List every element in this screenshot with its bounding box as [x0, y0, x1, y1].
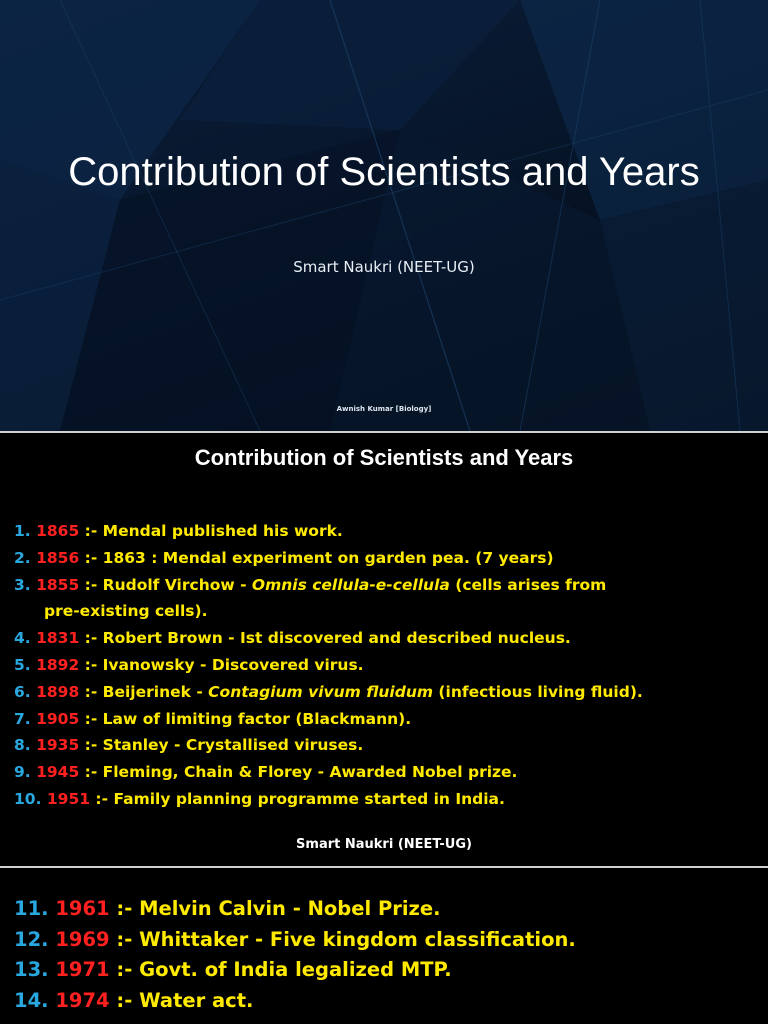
list-item [14, 518, 759, 545]
item-text: :- Stanley - Crystallised viruses. [79, 736, 364, 755]
item-text: :- Govt. of India legalized MTP. [109, 958, 452, 982]
item-text: :- Water act. [109, 989, 254, 1013]
item-number: 14. [14, 989, 49, 1013]
item-year: 1865 [36, 522, 80, 540]
item-number: 8. [14, 736, 31, 755]
item-number: 6. [14, 682, 31, 701]
events-list [14, 894, 576, 1017]
list-item [14, 706, 759, 733]
item-continuation: pre-existing cells). [44, 602, 208, 621]
title-slide [0, 0, 768, 431]
item-year: 1951 [46, 789, 91, 808]
item-number: 12. [14, 927, 49, 951]
events-list [14, 518, 759, 813]
item-year: 1892 [36, 655, 80, 674]
list-item [14, 545, 759, 572]
background-polygons [0, 0, 768, 431]
item-text: :- Melvin Calvin - Nobel Prize. [109, 897, 441, 920]
item-year: 1855 [36, 575, 80, 594]
item-text: :- Fleming, Chain & Florey - Awarded Nobel prize. [79, 763, 518, 782]
slide-heading: Contribution of Scientists and Years [194, 445, 574, 470]
item-year: 1905 [36, 709, 80, 728]
list-item [14, 679, 759, 706]
list-item [14, 572, 759, 626]
item-number: 9. [14, 763, 31, 782]
list-item [14, 652, 759, 679]
content-slide-1 [0, 433, 768, 866]
item-italic-term: Omnis cellula-e-cellula [251, 575, 450, 594]
item-year: 1945 [36, 763, 80, 782]
slide-title: Contribution of Scientists and Years [68, 150, 700, 194]
item-number: 3. [14, 575, 31, 594]
list-item [14, 759, 759, 786]
item-number: 2. [14, 548, 31, 567]
list-item [14, 894, 576, 925]
item-year: 1935 [36, 736, 80, 755]
item-text: :- Rudolf Virchow - [79, 575, 252, 594]
item-text: :- Whittaker - Five kingdom classification. [109, 927, 576, 951]
item-year: 1898 [36, 682, 80, 701]
item-number: 13. [14, 958, 49, 982]
item-year: 1971 [55, 958, 110, 982]
item-text: :- Robert Brown - Ist discovered and described nucleus. [79, 629, 571, 648]
item-text: :- Law of limiting factor (Blackmann). [79, 709, 412, 728]
list-item [14, 955, 576, 986]
item-number: 10. [14, 789, 42, 808]
item-year: 1961 [55, 897, 110, 920]
slide-footer: Smart Naukri (NEET-UG) [296, 837, 472, 852]
list-item [14, 732, 759, 759]
item-text: :- Family planning programme started in India. [90, 789, 505, 808]
item-text: :- Ivanowsky - Discovered virus. [79, 655, 364, 674]
item-year: 1856 [36, 548, 80, 567]
slide-subtitle: Smart Naukri (NEET-UG) [293, 258, 475, 276]
item-year: 1831 [36, 629, 80, 648]
content-slide-2 [0, 868, 768, 1024]
item-number: 1. [14, 522, 31, 540]
item-number: 11. [14, 897, 49, 920]
item-number: 5. [14, 655, 31, 674]
item-text: :- 1863 : Mendal experiment on garden pea. (7 years) [79, 548, 554, 567]
item-year: 1974 [55, 989, 110, 1013]
item-text-tail: (cells arises from [449, 575, 607, 594]
list-item [14, 925, 576, 956]
item-italic-term: Contagium vivum fluidum [208, 682, 434, 701]
item-number: 4. [14, 629, 31, 648]
list-item [14, 986, 576, 1017]
list-item [14, 625, 759, 652]
item-year: 1969 [55, 927, 110, 951]
list-item [14, 786, 759, 813]
item-text: :- Beijerinek - [79, 682, 209, 701]
slide-footer: Awnish Kumar [Biology] [336, 405, 432, 413]
item-text: :- Mendal published his work. [79, 522, 343, 540]
item-text-tail: (infectious living fluid). [433, 682, 643, 701]
item-number: 7. [14, 709, 31, 728]
